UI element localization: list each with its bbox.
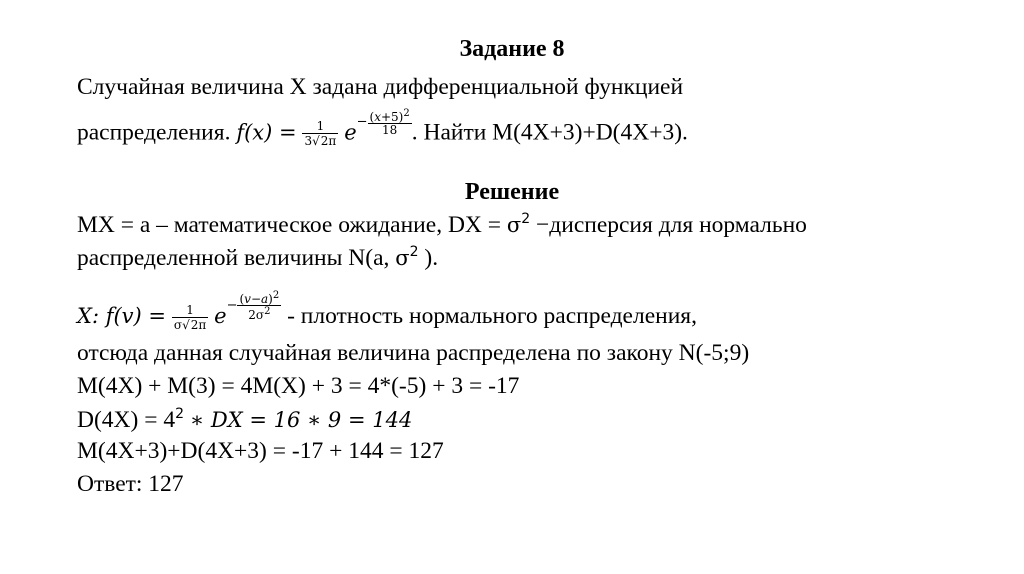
solution-line-1-b: −дисперсия для нормально [536, 212, 807, 238]
solution-line-4: отсюда данная случайная величина распределена по закону N(-5;9) [77, 340, 750, 366]
solution-line-1 [77, 212, 807, 238]
formula-exp-denominator: 18 [368, 123, 412, 136]
formula-fraction [302, 119, 338, 149]
problem-line-2 [77, 108, 688, 149]
problem-line-2-prefix: распределения. [77, 119, 231, 146]
density-exp-den-pow: 2 [264, 306, 271, 317]
solution-line-2-b: ). [424, 245, 439, 271]
answer-line: Ответ: 127 [77, 471, 184, 497]
density-exponent [227, 290, 282, 321]
solution-line-2 [77, 245, 438, 271]
formula-exp-num-base: (𝑥+5) [369, 110, 404, 124]
solution-line-3 [77, 290, 697, 333]
problem-line-2-suffix: . Найти М(4Х+3)+D(4Х+3). [411, 119, 688, 146]
solution-line-2-a: распределенной величины N(a, [77, 245, 390, 271]
solution-line-6-b: ∗ 𝐷𝑋 = 16 ∗ 9 = 144 [189, 408, 413, 432]
formula-den-root: 2π [320, 134, 337, 149]
solution-line-6 [77, 407, 412, 433]
solution-line-7: М(4Х+3)+D(4Х+3) = -17 + 144 = 127 [77, 438, 444, 464]
formula-exponent [357, 108, 412, 136]
density-den-coef: σ [173, 317, 183, 332]
density-den-root: 2π [190, 317, 207, 332]
density-exp-den-base: 2σ [248, 308, 265, 322]
formula-lhs: 𝑓(𝑥) = [236, 120, 297, 145]
solution-line-1-a: МХ = a – математическое ожидание, DX = [77, 212, 502, 238]
density-fraction-numerator: 1 [186, 302, 194, 317]
solution-heading: Решение [464, 179, 560, 205]
formula-fraction-numerator: 1 [316, 119, 325, 134]
density-exp-denominator [237, 305, 281, 321]
formula-exp-numerator [368, 108, 412, 123]
formula-fraction-denominator: 3√2π [304, 134, 337, 149]
solution-line-5: M(4X) + M(3) = 4M(X) + 3 = 4*(-5) + 3 = -17 [77, 373, 520, 399]
problem-line-1: Случайная величина X задана дифференциальной функцией [77, 74, 684, 100]
solution-line-2-pow: 2 [409, 244, 419, 260]
density-exp-num-pow: 2 [272, 290, 280, 301]
density-exp-numerator [237, 290, 281, 305]
formula-den-coef: 3 [304, 134, 313, 149]
density-lhs: 𝑋: 𝑓(𝑣) = [77, 304, 166, 328]
density-exp-minus: − [226, 298, 238, 313]
task-title: Задание 8 [459, 36, 565, 62]
formula-e: 𝑒 [344, 120, 357, 145]
solution-line-6-pow: 2 [175, 406, 185, 422]
density-fraction [172, 303, 208, 333]
density-description: - плотность нормального распределения, [287, 303, 697, 329]
density-fraction-denominator: σ√2π [173, 317, 207, 332]
solution-line-2-sigma: σ [395, 246, 410, 270]
solution-line-6-a: D(4X) = 4 [77, 407, 176, 433]
formula-exp-minus: − [356, 114, 368, 130]
solution-line-1-pow: 2 [521, 211, 531, 227]
density-exp-num-base: (𝑣−𝑎) [239, 292, 273, 306]
density-e: 𝑒 [214, 304, 227, 328]
formula-exp-num-pow: 2 [403, 108, 410, 119]
solution-line-1-sigma: σ [506, 213, 522, 237]
